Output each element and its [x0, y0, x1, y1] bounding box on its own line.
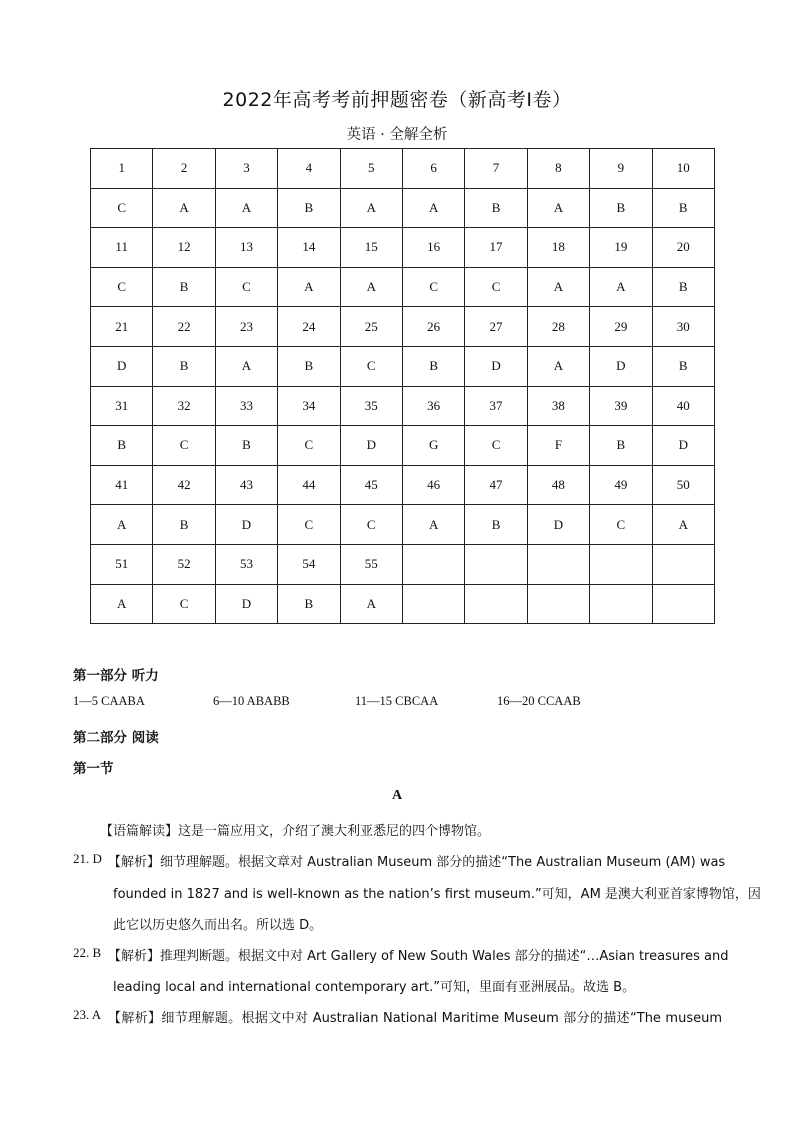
question-number-cell: [652, 544, 714, 584]
answer-cell: B: [590, 426, 652, 466]
question-number-cell: 41: [91, 465, 153, 505]
question-number-cell: 28: [527, 307, 589, 347]
answer-cell: D: [652, 426, 714, 466]
answer-cell: [465, 584, 527, 624]
question-number-cell: 40: [652, 386, 714, 426]
question-number-row: [91, 386, 715, 426]
answer-cell: B: [153, 346, 215, 386]
answer-cell: A: [527, 346, 589, 386]
q23-line: 【解析】细节理解题。根据文中对 Australian National Maritime Museum 部分的描述“The museum: [108, 1011, 722, 1026]
answer-cell: A: [340, 188, 402, 228]
question-number-cell: 37: [465, 386, 527, 426]
question-number-cell: 10: [652, 149, 714, 189]
answer-cell: A: [402, 505, 464, 545]
answer-cell: B: [652, 267, 714, 307]
question-number-cell: 34: [278, 386, 340, 426]
answer-cell: C: [340, 346, 402, 386]
question-number-cell: 39: [590, 386, 652, 426]
answer-cell: B: [91, 426, 153, 466]
answer-cell: A: [340, 267, 402, 307]
answer-cell: D: [91, 346, 153, 386]
question-number-cell: 36: [402, 386, 464, 426]
question-number-cell: [527, 544, 589, 584]
answer-cell: C: [91, 188, 153, 228]
question-number-cell: 18: [527, 228, 589, 268]
q22-line: leading local and international contemporary art.”可知，里面有亚洲展品。故选 B。: [113, 980, 636, 995]
q23-number: 23. A: [73, 1007, 102, 1022]
answer-cell: B: [278, 584, 340, 624]
listening-group: 16—20 CCAAB: [497, 694, 581, 708]
answer-cell: [590, 584, 652, 624]
question-number-cell: 21: [91, 307, 153, 347]
question-number-cell: 43: [215, 465, 277, 505]
answer-cell: B: [215, 426, 277, 466]
answer-cell: C: [278, 426, 340, 466]
answer-cell: B: [652, 346, 714, 386]
question-number-cell: 44: [278, 465, 340, 505]
question-number-cell: 31: [91, 386, 153, 426]
part2-heading: 第二部分 阅读: [73, 730, 159, 746]
q21-line: 此它以历史悠久而出名。所以选 D。: [113, 918, 323, 933]
question-number-cell: 54: [278, 544, 340, 584]
question-number-cell: 3: [215, 149, 277, 189]
question-number-cell: 22: [153, 307, 215, 347]
listening-group: 6—10 ABABB: [213, 694, 290, 708]
answer-row: [91, 267, 715, 307]
question-number-cell: 50: [652, 465, 714, 505]
question-number-cell: 46: [402, 465, 464, 505]
question-number-cell: [590, 544, 652, 584]
question-number-cell: 24: [278, 307, 340, 347]
question-number-cell: 16: [402, 228, 464, 268]
answer-cell: B: [402, 346, 464, 386]
question-number-cell: 15: [340, 228, 402, 268]
answer-cell: C: [465, 426, 527, 466]
question-number-cell: 13: [215, 228, 277, 268]
answer-cell: A: [278, 267, 340, 307]
answer-cell: C: [153, 426, 215, 466]
question-number-cell: 45: [340, 465, 402, 505]
answer-cell: F: [527, 426, 589, 466]
answer-cell: A: [402, 188, 464, 228]
answer-row: [91, 584, 715, 624]
question-number-cell: 27: [465, 307, 527, 347]
question-number-cell: 8: [527, 149, 589, 189]
question-number-cell: 51: [91, 544, 153, 584]
question-number-cell: 12: [153, 228, 215, 268]
question-number-row: [91, 149, 715, 189]
question-number-cell: 1: [91, 149, 153, 189]
page-subtitle: 英语 · 全解全析: [346, 127, 448, 143]
answer-table: [90, 148, 715, 624]
answer-cell: B: [153, 267, 215, 307]
answer-cell: B: [278, 346, 340, 386]
question-number-cell: 53: [215, 544, 277, 584]
answer-cell: B: [278, 188, 340, 228]
question-number-cell: [402, 544, 464, 584]
question-number-cell: 14: [278, 228, 340, 268]
q21-line: 【解析】细节理解题。根据文章对 Australian Museum 部分的描述“The Australian Museum (AM) was: [108, 855, 726, 870]
question-number-cell: 7: [465, 149, 527, 189]
listening-group: 11—15 CBCAA: [355, 694, 439, 708]
answer-cell: C: [278, 505, 340, 545]
question-number-row: [91, 307, 715, 347]
question-number-cell: 5: [340, 149, 402, 189]
question-number-cell: 35: [340, 386, 402, 426]
question-number-cell: 29: [590, 307, 652, 347]
question-number-cell: 2: [153, 149, 215, 189]
answer-cell: D: [527, 505, 589, 545]
question-number-row: [91, 228, 715, 268]
part1-heading: 第一部分 听力: [73, 668, 159, 684]
question-number-cell: 49: [590, 465, 652, 505]
question-number-cell: 47: [465, 465, 527, 505]
answer-cell: D: [215, 584, 277, 624]
answer-cell: A: [91, 505, 153, 545]
question-number-cell: 55: [340, 544, 402, 584]
answer-cell: C: [91, 267, 153, 307]
page-title: 2022年高考考前押题密卷（新高考Ⅰ卷）: [222, 89, 572, 111]
q21-line: founded in 1827 and is well-known as the nation’s first museum.”可知，AM 是澳大利亚首家博物馆，因: [113, 887, 761, 902]
answer-cell: G: [402, 426, 464, 466]
answer-row: [91, 188, 715, 228]
question-number-cell: 52: [153, 544, 215, 584]
answer-cell: A: [527, 188, 589, 228]
question-number-row: [91, 544, 715, 584]
passage-label: A: [391, 788, 403, 803]
answer-cell: D: [590, 346, 652, 386]
answer-cell: [527, 584, 589, 624]
passage-intro: 【语篇解读】这是一篇应用文，介绍了澳大利亚悉尼的四个博物馆。: [100, 824, 491, 839]
answer-cell: C: [590, 505, 652, 545]
question-number-cell: 11: [91, 228, 153, 268]
answer-cell: B: [153, 505, 215, 545]
answer-cell: A: [652, 505, 714, 545]
answer-cell: C: [340, 505, 402, 545]
question-number-cell: 17: [465, 228, 527, 268]
answer-cell: A: [340, 584, 402, 624]
question-number-cell: 26: [402, 307, 464, 347]
answer-row: [91, 505, 715, 545]
answer-row: [91, 346, 715, 386]
answer-cell: A: [527, 267, 589, 307]
q22-number: 22. B: [73, 945, 102, 960]
answer-cell: C: [153, 584, 215, 624]
answer-cell: D: [215, 505, 277, 545]
q22-line: 【解析】推理判断题。根据文中对 Art Gallery of New South Wales 部分的描述“…Asian treasures and: [108, 949, 729, 964]
answer-cell: [402, 584, 464, 624]
answer-cell: B: [465, 188, 527, 228]
answer-cell: C: [215, 267, 277, 307]
answer-cell: D: [340, 426, 402, 466]
answer-cell: C: [465, 267, 527, 307]
question-number-cell: 6: [402, 149, 464, 189]
answer-cell: C: [402, 267, 464, 307]
question-number-cell: 38: [527, 386, 589, 426]
answer-cell: A: [590, 267, 652, 307]
question-number-cell: 9: [590, 149, 652, 189]
answer-row: [91, 426, 715, 466]
answer-cell: B: [465, 505, 527, 545]
question-number-cell: 25: [340, 307, 402, 347]
question-number-cell: 30: [652, 307, 714, 347]
answer-cell: A: [91, 584, 153, 624]
question-number-cell: 23: [215, 307, 277, 347]
question-number-cell: 19: [590, 228, 652, 268]
section-heading: 第一节: [73, 761, 114, 777]
question-number-cell: 42: [153, 465, 215, 505]
answer-cell: A: [215, 188, 277, 228]
answer-cell: [652, 584, 714, 624]
question-number-cell: 48: [527, 465, 589, 505]
q21-number: 21. D: [73, 851, 102, 866]
answer-cell: B: [590, 188, 652, 228]
question-number-cell: 32: [153, 386, 215, 426]
question-number-cell: 4: [278, 149, 340, 189]
question-number-cell: 20: [652, 228, 714, 268]
listening-group: 1—5 CAABA: [73, 694, 145, 708]
question-number-cell: [465, 544, 527, 584]
answer-cell: A: [215, 346, 277, 386]
question-number-row: [91, 465, 715, 505]
answer-cell: D: [465, 346, 527, 386]
answer-cell: B: [652, 188, 714, 228]
question-number-cell: 33: [215, 386, 277, 426]
answer-cell: A: [153, 188, 215, 228]
